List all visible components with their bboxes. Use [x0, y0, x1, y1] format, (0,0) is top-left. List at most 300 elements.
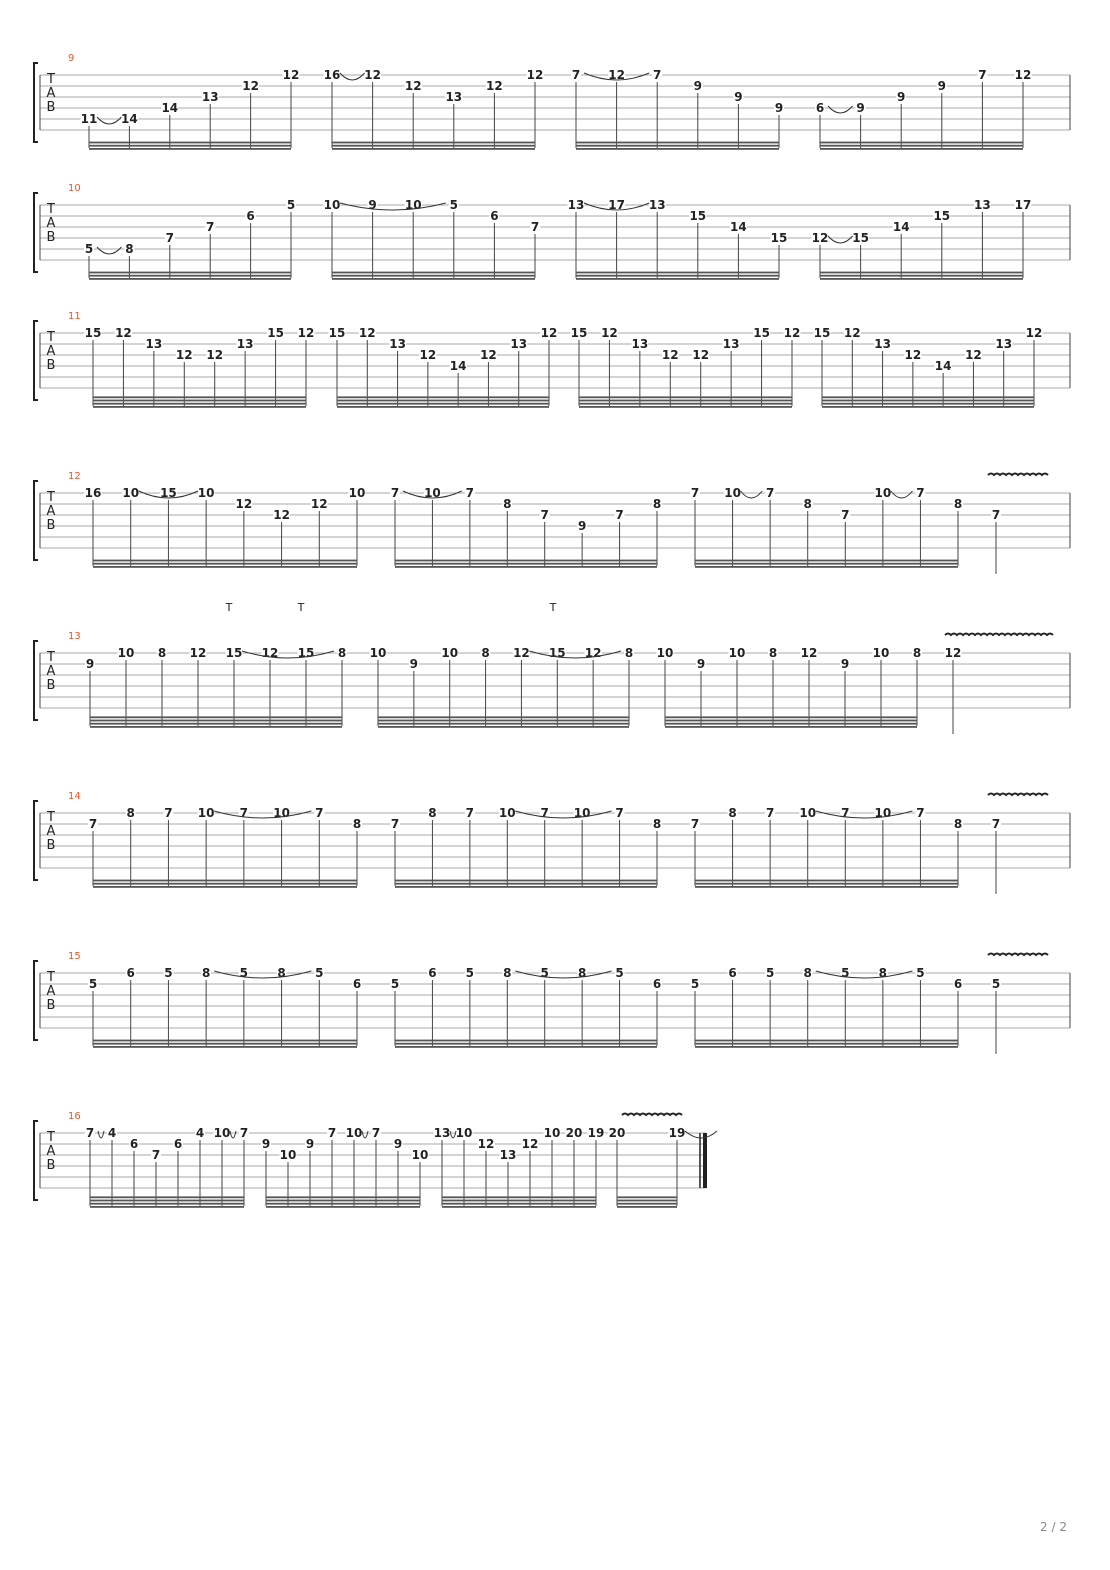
- fret-number: 5: [765, 966, 775, 980]
- fret-number: 5: [690, 977, 700, 991]
- fret-number: 12: [521, 1137, 539, 1151]
- beam: [695, 1043, 958, 1045]
- fret-number: 8: [503, 966, 512, 980]
- fret-number: 5: [390, 977, 400, 991]
- fret-number: 9: [696, 657, 706, 671]
- slur: [741, 491, 763, 498]
- fret-number: 15: [267, 326, 284, 340]
- fret-number: 5: [991, 977, 1001, 991]
- fret-number: 10: [404, 198, 422, 212]
- fret-number: 13: [499, 1148, 517, 1162]
- fret-number: 12: [364, 68, 381, 82]
- beam: [695, 560, 958, 562]
- fret-number: 8: [953, 817, 963, 831]
- tab-clef-letter-t: T: [47, 490, 55, 505]
- fret-number: 12: [206, 348, 224, 362]
- tab-clef-letter-b: B: [46, 100, 56, 115]
- fret-number: 13: [201, 90, 219, 104]
- fret-number: 15: [570, 326, 588, 340]
- fret-number: 7: [465, 486, 475, 500]
- fret-number: 15: [689, 209, 707, 223]
- beam: [332, 272, 535, 274]
- beam: [576, 278, 779, 280]
- beam: [89, 275, 291, 277]
- fret-number: 14: [934, 359, 952, 373]
- fret-number: 12: [513, 646, 530, 660]
- fret-number: 5: [449, 198, 458, 212]
- beam: [822, 400, 1034, 402]
- fret-number: 8: [728, 806, 737, 820]
- beam: [579, 406, 792, 408]
- tab-clef-letter-a: A: [46, 824, 56, 839]
- fret-number: 7: [690, 486, 700, 500]
- bar-number: 11: [68, 311, 81, 322]
- fret-number: 10: [573, 806, 591, 820]
- beam: [442, 1206, 596, 1208]
- fret-number: 8: [125, 242, 134, 256]
- note-group: [324, 198, 541, 280]
- beam: [579, 396, 792, 398]
- fret-number: 10: [411, 1148, 429, 1162]
- note-group: [988, 794, 1048, 895]
- fret-number: 10: [424, 486, 441, 500]
- fret-number: 10: [348, 486, 366, 500]
- fret-number: 10: [197, 486, 215, 500]
- tab-clef-letter-a: A: [46, 664, 56, 679]
- tab-clef-letter-t: T: [47, 970, 55, 985]
- beam: [93, 566, 357, 568]
- beam: [395, 560, 657, 562]
- fret-number: 7: [991, 817, 1001, 831]
- fret-number: 8: [652, 817, 662, 831]
- beam: [820, 142, 1023, 144]
- beam: [395, 1040, 657, 1042]
- fret-number: 8: [337, 646, 347, 660]
- fret-number: 12: [608, 68, 625, 82]
- fret-number: 14: [730, 220, 747, 234]
- beam: [266, 1196, 420, 1198]
- tab-clef-letter-t: T: [47, 650, 55, 665]
- beam: [395, 886, 657, 888]
- tab-system-14: [34, 791, 1070, 894]
- note-group: [568, 198, 788, 280]
- slur: [685, 1131, 717, 1138]
- fret-number: 12: [843, 326, 861, 340]
- fret-number: 12: [661, 348, 679, 362]
- fret-number: 7: [841, 806, 850, 820]
- beam: [822, 403, 1034, 405]
- fret-number: 13: [433, 1126, 451, 1140]
- slur: [891, 491, 913, 498]
- fret-number: 9: [897, 90, 906, 104]
- fret-number: 5: [88, 977, 98, 991]
- slur: [214, 971, 311, 978]
- slur: [515, 811, 611, 818]
- fret-number: 7: [371, 1126, 381, 1140]
- fret-number: 9: [774, 101, 784, 115]
- note-group: [88, 806, 362, 888]
- beam: [695, 1046, 958, 1048]
- fret-number: 8: [912, 646, 922, 660]
- tab-system-12: [34, 471, 1070, 574]
- tab-clef-letter-b: B: [46, 838, 56, 853]
- fret-number: 16: [323, 68, 341, 82]
- beam: [378, 720, 629, 722]
- fret-number: 15: [770, 231, 788, 245]
- note-group: [370, 646, 635, 728]
- fret-number: 10: [279, 1148, 297, 1162]
- note-group: [85, 646, 347, 728]
- fret-number: 10: [498, 806, 516, 820]
- beam: [576, 275, 779, 277]
- beam: [332, 278, 535, 280]
- beam: [337, 406, 549, 408]
- fret-number: 8: [503, 497, 512, 511]
- fret-number: 15: [160, 486, 177, 500]
- fret-number: 8: [652, 497, 662, 511]
- tab-clef-letter-a: A: [46, 344, 56, 359]
- beam: [442, 1203, 596, 1205]
- fret-number: 4: [107, 1126, 117, 1140]
- fret-number: 12: [944, 646, 962, 660]
- fret-number: 13: [874, 337, 891, 351]
- beam: [820, 278, 1023, 280]
- fret-number: 7: [327, 1126, 337, 1140]
- fret-number: 9: [577, 519, 587, 533]
- fret-number: 12: [811, 231, 829, 245]
- note-group: [815, 68, 1032, 150]
- note-group: [329, 326, 558, 408]
- fret-number: 5: [164, 966, 173, 980]
- beam: [395, 1046, 657, 1048]
- tab-clef-letter-a: A: [46, 984, 56, 999]
- note-group: [390, 966, 662, 1048]
- system-bracket: [34, 801, 38, 880]
- fret-number: 7: [841, 508, 850, 522]
- beam: [820, 148, 1023, 150]
- beam: [378, 723, 629, 725]
- note-group: [85, 326, 315, 408]
- fret-number: 10: [872, 646, 890, 660]
- slur: [340, 73, 365, 80]
- tab-clef-letter-b: B: [46, 1158, 56, 1173]
- fret-number: 7: [85, 1126, 95, 1140]
- note-group: [571, 326, 801, 408]
- beam: [378, 726, 629, 728]
- tap-mark: T: [225, 601, 233, 614]
- fret-number: 7: [88, 817, 98, 831]
- fret-number: 13: [648, 198, 666, 212]
- fret-number: 7: [540, 508, 549, 522]
- fret-number: 16: [84, 486, 102, 500]
- fret-number: 9: [693, 79, 702, 93]
- beam: [93, 883, 357, 885]
- slur: [214, 811, 311, 818]
- beam: [695, 880, 958, 882]
- fret-number: 12: [261, 646, 279, 660]
- beam: [337, 403, 549, 405]
- vibrato-mark: [622, 1114, 682, 1116]
- fret-number: 20: [608, 1126, 626, 1140]
- fret-number: 8: [803, 497, 812, 511]
- note-group: [690, 486, 963, 568]
- fret-number: 12: [584, 646, 602, 660]
- beam: [337, 396, 549, 398]
- beam: [820, 272, 1023, 274]
- fret-number: 15: [813, 326, 831, 340]
- beam: [93, 560, 357, 562]
- fret-number: 9: [305, 1137, 315, 1151]
- beam: [93, 1040, 357, 1042]
- fret-number: 19: [668, 1126, 686, 1140]
- tab-clef-letter-b: B: [46, 358, 56, 373]
- system-bracket: [34, 63, 38, 142]
- fret-number: 10: [117, 646, 135, 660]
- fret-number: 12: [965, 348, 982, 362]
- beam: [90, 723, 342, 725]
- fret-number: 12: [297, 326, 315, 340]
- note-group: [81, 68, 300, 150]
- tab-clef-letter-b: B: [46, 230, 56, 245]
- slur: [340, 203, 446, 210]
- note-group: [261, 1126, 429, 1208]
- note-group: [390, 486, 662, 568]
- beam: [665, 726, 917, 728]
- tap-mark: T: [549, 601, 557, 614]
- beam: [93, 880, 357, 882]
- beam: [266, 1203, 420, 1205]
- fret-number: 7: [615, 806, 624, 820]
- fret-number: 13: [722, 337, 740, 351]
- fret-number: 8: [878, 966, 888, 980]
- system-bracket: [34, 1121, 38, 1200]
- fret-number: 6: [490, 209, 499, 223]
- fret-number: 9: [856, 101, 865, 115]
- fret-number: 19: [587, 1126, 605, 1140]
- beam: [395, 566, 657, 568]
- note-group: [434, 1126, 605, 1208]
- fret-number: 12: [175, 348, 193, 362]
- fret-number: 7: [540, 806, 549, 820]
- fret-number: 8: [481, 646, 490, 660]
- beam: [576, 142, 779, 144]
- slur: [98, 1131, 104, 1138]
- fret-number: 7: [916, 486, 925, 500]
- note-group: [988, 954, 1048, 1055]
- fret-number: 6: [428, 966, 437, 980]
- system-bracket: [34, 193, 38, 272]
- vibrato-mark: [988, 474, 1048, 476]
- fret-number: 7: [690, 817, 700, 831]
- slur: [529, 651, 621, 658]
- fret-number: 7: [239, 1126, 249, 1140]
- fret-number: 7: [239, 806, 249, 820]
- fret-number: 12: [282, 68, 300, 82]
- tab-clef-letter-t: T: [47, 810, 55, 825]
- fret-number: 12: [273, 508, 290, 522]
- beam: [617, 1206, 677, 1208]
- bar-number: 10: [68, 183, 81, 194]
- fret-number: 10: [874, 806, 892, 820]
- note-group: [812, 198, 1032, 280]
- fret-number: 7: [390, 486, 400, 500]
- fret-number: 5: [286, 198, 296, 212]
- fret-number: 13: [389, 337, 406, 351]
- fret-number: 12: [526, 68, 544, 82]
- fret-number: 7: [465, 806, 475, 820]
- beam: [576, 272, 779, 274]
- note-group: [85, 1126, 249, 1208]
- tab-system-11: [34, 311, 1070, 408]
- fret-number: 13: [145, 337, 163, 351]
- fret-number: 10: [874, 486, 892, 500]
- beam: [665, 723, 917, 725]
- fret-number: 20: [565, 1126, 583, 1140]
- beam: [332, 275, 535, 277]
- fret-number: 6: [246, 209, 255, 223]
- beam: [93, 396, 306, 398]
- beam: [89, 148, 291, 150]
- beam: [395, 880, 657, 882]
- note-group: [88, 966, 362, 1048]
- fret-number: 7: [991, 508, 1001, 522]
- system-bracket: [34, 961, 38, 1040]
- beam: [617, 1196, 677, 1198]
- beam: [332, 148, 535, 150]
- fret-number: 10: [345, 1126, 363, 1140]
- fret-number: 17: [1014, 198, 1032, 212]
- beam: [93, 1046, 357, 1048]
- beam: [695, 566, 958, 568]
- beam: [337, 400, 549, 402]
- beam: [378, 716, 629, 718]
- note-group: [85, 486, 366, 568]
- fret-number: 15: [328, 326, 346, 340]
- fret-number: 15: [297, 646, 315, 660]
- note-group: [84, 198, 296, 280]
- beam: [576, 145, 779, 147]
- fret-number: 7: [615, 508, 624, 522]
- fret-number: 13: [510, 337, 528, 351]
- fret-number: 12: [1014, 68, 1032, 82]
- fret-number: 10: [273, 806, 290, 820]
- bar-number: 9: [68, 53, 75, 64]
- fret-number: 9: [85, 657, 95, 671]
- fret-number: 7: [151, 1148, 161, 1162]
- fret-number: 6: [126, 966, 135, 980]
- fret-number: 12: [189, 646, 207, 660]
- beam: [332, 142, 535, 144]
- beam: [576, 148, 779, 150]
- fret-number: 5: [615, 966, 624, 980]
- fret-number: 7: [390, 817, 400, 831]
- fret-number: 7: [165, 231, 174, 245]
- beam: [665, 716, 917, 718]
- bar-number: 13: [68, 631, 81, 642]
- tab-clef-letter-b: B: [46, 518, 56, 533]
- fret-number: 9: [261, 1137, 271, 1151]
- tab-system-10: [34, 183, 1070, 280]
- note-group: [657, 646, 923, 728]
- tab-clef-letter-a: A: [46, 86, 56, 101]
- slur: [515, 971, 611, 978]
- fret-number: 11: [80, 112, 98, 126]
- note-group: [324, 68, 544, 150]
- beam: [442, 1196, 596, 1198]
- fret-number: 7: [978, 68, 987, 82]
- fret-number: 12: [1025, 326, 1043, 340]
- beam: [93, 563, 357, 565]
- fret-number: 6: [728, 966, 737, 980]
- fret-number: 5: [465, 966, 475, 980]
- fret-number: 9: [937, 79, 946, 93]
- slur: [362, 1131, 368, 1138]
- tab-clef-letter-a: A: [46, 504, 56, 519]
- bar-number: 15: [68, 951, 81, 962]
- fret-number: 10: [213, 1126, 231, 1140]
- slur: [816, 811, 913, 818]
- fret-number: 12: [235, 497, 253, 511]
- tab-clef-letter-t: T: [47, 202, 55, 217]
- fret-number: 10: [724, 486, 741, 500]
- fret-number: 7: [206, 220, 215, 234]
- fret-number: 14: [449, 359, 467, 373]
- fret-number: 15: [548, 646, 566, 660]
- beam: [820, 275, 1023, 277]
- tab-system-13: [34, 601, 1070, 734]
- tab-clef-letter-a: A: [46, 216, 56, 231]
- beam: [579, 400, 792, 402]
- fret-number: 5: [841, 966, 850, 980]
- note-group: [571, 68, 784, 150]
- beam: [822, 406, 1034, 408]
- fret-number: 12: [480, 348, 497, 362]
- beam: [89, 145, 291, 147]
- fret-number: 6: [815, 101, 825, 115]
- beam: [266, 1200, 420, 1202]
- beam: [695, 563, 958, 565]
- fret-number: 8: [624, 646, 634, 660]
- page-number: 2 / 2: [1040, 1520, 1067, 1534]
- slur: [828, 236, 853, 243]
- slur: [816, 971, 913, 978]
- fret-number: 12: [800, 646, 818, 660]
- beam: [93, 886, 357, 888]
- fret-number: 4: [195, 1126, 205, 1140]
- beam: [90, 1196, 244, 1198]
- system-bracket: [34, 321, 38, 400]
- fret-number: 8: [803, 966, 812, 980]
- fret-number: 10: [323, 198, 341, 212]
- fret-number: 10: [122, 486, 140, 500]
- fret-number: 7: [765, 486, 775, 500]
- beam: [89, 272, 291, 274]
- fret-number: 12: [601, 326, 618, 340]
- fret-number: 7: [916, 806, 925, 820]
- fret-number: 10: [656, 646, 674, 660]
- fret-number: 13: [567, 198, 585, 212]
- fret-number: 10: [369, 646, 387, 660]
- beam: [90, 1206, 244, 1208]
- tab-clef-letter-b: B: [46, 998, 56, 1013]
- beam: [90, 726, 342, 728]
- note-group: [945, 634, 1054, 735]
- fret-number: 9: [393, 1137, 403, 1151]
- fret-number: 12: [692, 348, 710, 362]
- fret-number: 15: [225, 646, 243, 660]
- tap-mark: T: [297, 601, 305, 614]
- tab-clef-letter-b: B: [46, 678, 56, 693]
